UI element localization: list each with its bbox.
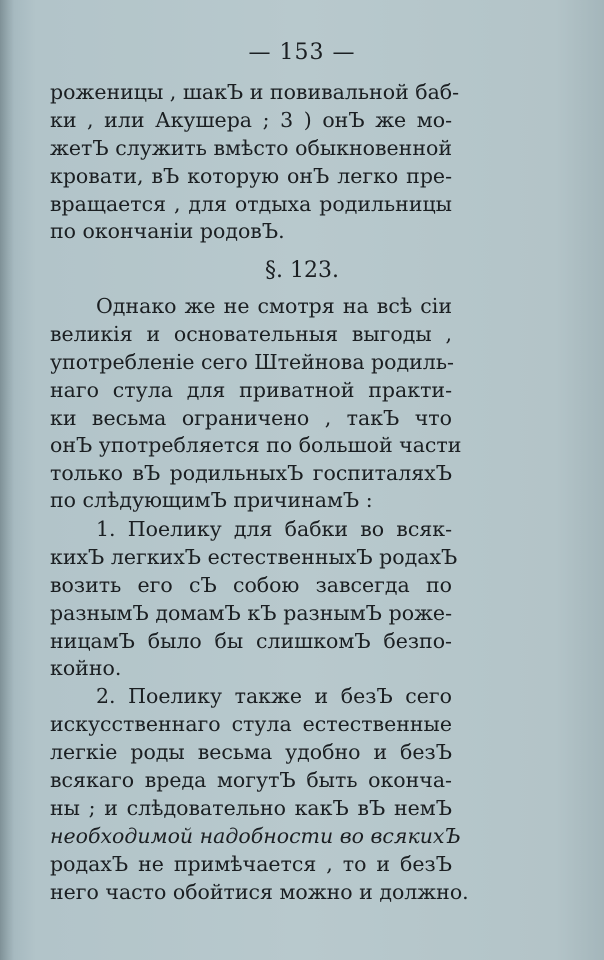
- text-line: употребленіе сего Штейнова родиль-: [50, 350, 454, 374]
- text-line: ки , или Акушера ; 3 ) онЪ же мо-: [50, 108, 452, 132]
- text-line: по слѣдующимЪ причинамЪ :: [50, 488, 373, 512]
- text-line: только вЪ родильныхЪ госпиталяхЪ: [50, 461, 452, 485]
- text-line: 2. Поелику также и безЪ сего: [96, 684, 452, 708]
- text-line: разнымЪ домамЪ кЪ разнымЪ роже-: [50, 601, 452, 625]
- text-line: искусственнаго стула естественные: [50, 712, 452, 736]
- text-line: наго стула для приватной практи-: [50, 378, 452, 402]
- text-line: по окончаніи родовЪ.: [50, 219, 285, 243]
- text-line: ки весьма ограничено , такЪ что: [50, 406, 452, 430]
- text-line: великія и основательныя выгоды ,: [50, 322, 452, 346]
- page-number: — 153 —: [248, 40, 356, 65]
- text-line: родахЪ не примѣчается , то и безЪ: [50, 852, 452, 876]
- text-line: возить его сЪ собою завсегда по: [50, 573, 452, 597]
- text-line: онЪ употребляется по большой части: [50, 433, 462, 457]
- text-line: кровати, вЪ которую онЪ легко пре-: [50, 164, 452, 188]
- text-line: него часто обойтися можно и должно.: [50, 880, 469, 904]
- text-line: жетЪ служить вмѣсто обыкновенной: [50, 136, 452, 160]
- text-line: вращается , для отдыха родильницы: [50, 192, 452, 216]
- text-line: Однако же не смотря на всѣ сіи: [96, 294, 452, 318]
- text-line: кихЪ легкихЪ естественныхЪ родахЪ: [50, 545, 458, 569]
- text-line: необходимой надобности во всякихЪ: [50, 824, 461, 848]
- text-line: ницамЪ было бы слишкомЪ безпо-: [50, 629, 452, 653]
- text-line: легкіе роды весьма удобно и безЪ: [50, 740, 452, 764]
- text-line: роженицы , шакЪ и повивальной баб-: [50, 80, 460, 104]
- text-line: всякаго вреда могутЪ быть оконча-: [50, 768, 452, 792]
- text-line: ны ; и слѣдовательно какЪ вЪ немЪ: [50, 796, 452, 820]
- text-line: койно.: [50, 656, 122, 680]
- text-line: 1. Поелику для бабки во всяк-: [96, 517, 452, 541]
- section-heading: §. 123.: [265, 258, 339, 283]
